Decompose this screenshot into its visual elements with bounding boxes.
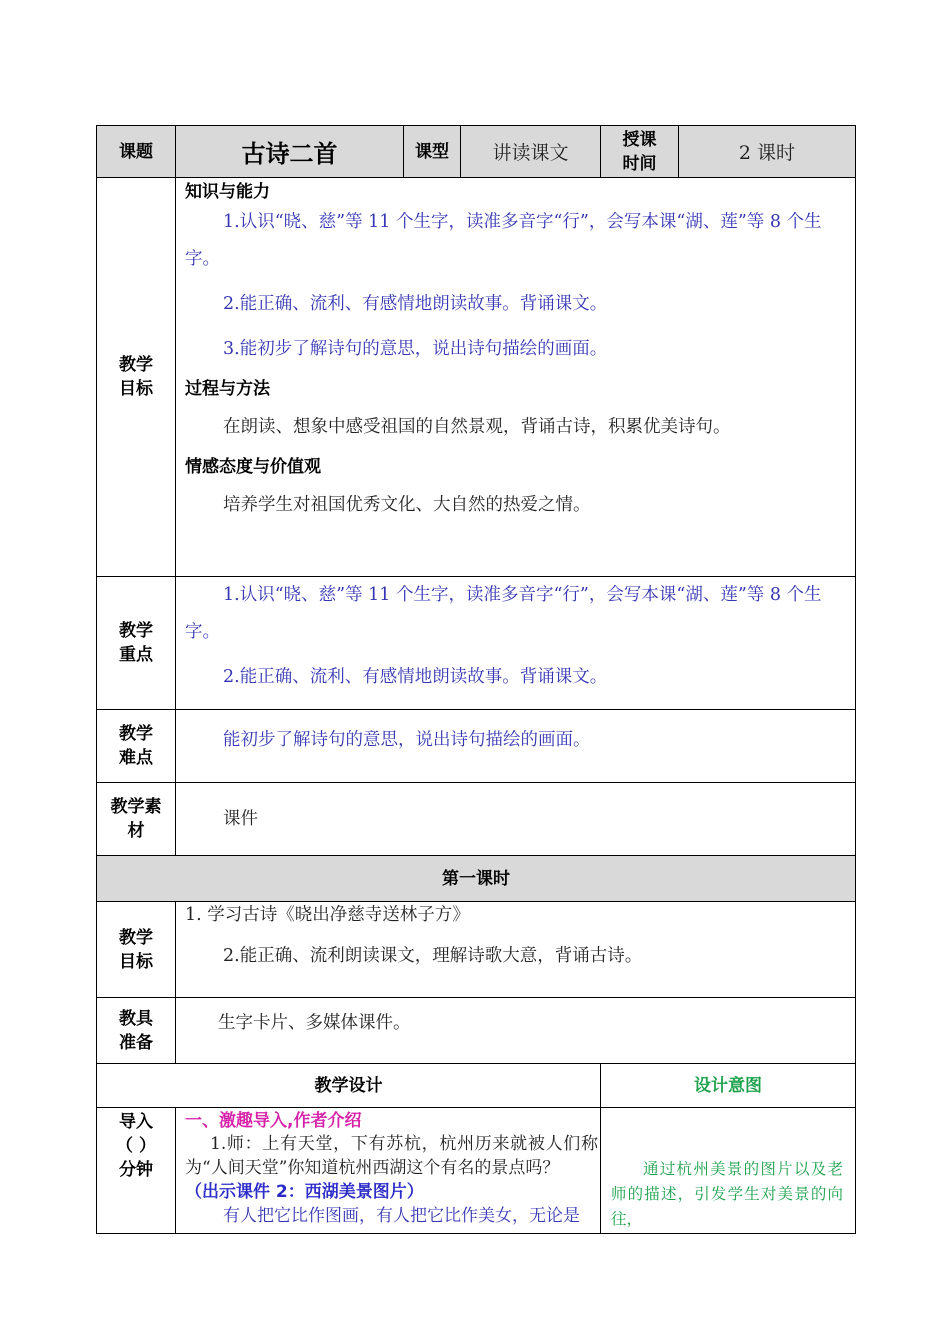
materials-text: 课件: [223, 808, 258, 829]
process-text: 在朗读、想象中感受祖国的自然景观，背诵古诗，积累优美诗句。: [223, 417, 731, 437]
tools-label-line2: 准备: [119, 1032, 153, 1053]
lesson-goals-row: [97, 902, 856, 998]
intro-label-line3: 分钟: [119, 1160, 153, 1180]
knowledge-item-3: 3.能初步了解诗句的意思，说出诗句描绘的画面。: [223, 339, 608, 359]
lesson-goals-label-line2: 目标: [119, 951, 153, 972]
intro-label: [97, 1108, 176, 1234]
type-label: 课型: [404, 126, 461, 178]
topic-value: 古诗二首: [176, 126, 404, 178]
key-points-label-line2: 重点: [119, 645, 153, 665]
key-points-label: [97, 577, 176, 710]
difficulties-label-line2: 难点: [119, 748, 153, 768]
intent-heading: 设计意图: [601, 1064, 856, 1108]
design-content-row: [97, 1108, 856, 1234]
intent-text: 通过杭州美景的图片以及老师的描述，引发学生对美景的向往，: [611, 1160, 843, 1228]
intent-content: [601, 1108, 856, 1234]
key-point-2: 2.能正确、流利、有感情地朗读故事。背诵课文。: [223, 667, 608, 687]
lesson-plan-table: [96, 125, 856, 1234]
first-lesson-row: [97, 856, 856, 902]
objectives-content: [176, 178, 856, 577]
objectives-label: [97, 178, 176, 577]
key-points-row: [97, 577, 856, 710]
difficulties-label-line1: 教学: [119, 724, 153, 744]
difficulties-text: 能初步了解诗句的意思，说出诗句描绘的画面。: [223, 729, 591, 750]
time-label-line1: 授课: [622, 129, 657, 150]
difficulties-label: [97, 710, 176, 783]
knowledge-item-2: 2.能正确、流利、有感情地朗读故事。背诵课文。: [223, 294, 608, 314]
lesson-goals-label-line1: 教学: [119, 927, 153, 948]
time-label: [601, 126, 679, 178]
time-value: 2 课时: [679, 126, 856, 178]
objectives-label-line2: 目标: [119, 379, 153, 399]
key-points-content: [176, 577, 856, 710]
lesson-goals-label: [97, 902, 176, 998]
process-title: 过程与方法: [185, 379, 270, 399]
materials-label-line2: 材: [127, 821, 145, 841]
difficulties-content: [176, 710, 856, 783]
lesson-goal-2: 2.能正确、流利朗读课文，理解诗歌大意，背诵古诗。: [223, 946, 643, 966]
tools-text: 生字卡片、多媒体课件。: [218, 1013, 411, 1033]
materials-row: [97, 783, 856, 856]
difficulties-row: [97, 710, 856, 783]
knowledge-title: 知识与能力: [185, 182, 270, 202]
tools-label-line1: 教具: [119, 1008, 153, 1029]
tools-content: [176, 998, 856, 1064]
materials-label: [97, 783, 176, 856]
intro-content: [176, 1108, 601, 1234]
header-row: [97, 126, 856, 178]
intro-para-1: 1.师：上有天堂，下有苏杭，杭州历来就被人们称为“人间天堂”你知道杭州西湖这个有名的景点吗？: [185, 1134, 598, 1178]
intro-label-line2: （ ）: [116, 1136, 156, 1156]
emotion-title: 情感态度与价值观: [185, 457, 321, 477]
objectives-row: [97, 178, 856, 577]
tools-label: [97, 998, 176, 1064]
lesson-goal-1: 1. 学习古诗《晓出净慈寺送林子方》: [185, 905, 470, 925]
intro-section-title: 一、激趣导入,作者介绍: [185, 1111, 362, 1131]
type-value: 讲读课文: [461, 126, 601, 178]
key-points-label-line1: 教学: [119, 621, 153, 641]
time-label-line2: 时间: [622, 153, 657, 174]
topic-label: 课题: [97, 126, 176, 178]
tools-row: [97, 998, 856, 1064]
materials-content: [176, 783, 856, 856]
design-header-row: [97, 1064, 856, 1108]
key-point-1: 1.认识“晓、慈”等 11 个生字，读准多音字“行”，会写本课“湖、莲”等 8 个生字。: [185, 585, 822, 642]
lesson-goals-content: [176, 902, 856, 998]
materials-label-line1: 教学素: [110, 797, 162, 817]
intro-label-line1: 导入: [119, 1112, 153, 1132]
intro-para-2: 有人把它比作图画，有人把它比作美女，无论是: [223, 1206, 580, 1226]
intro-courseware: （出示课件 2：西湖美景图片）: [185, 1182, 424, 1202]
objectives-label-line1: 教学: [119, 355, 153, 375]
emotion-text: 培养学生对祖国优秀文化、大自然的热爱之情。: [223, 495, 591, 515]
first-lesson-heading: 第一课时: [97, 856, 856, 902]
design-heading: 教学设计: [97, 1064, 601, 1108]
knowledge-item-1: 1.认识“晓、慈”等 11 个生字，读准多音字“行”，会写本课“湖、莲”等 8 个生字。: [185, 212, 822, 269]
